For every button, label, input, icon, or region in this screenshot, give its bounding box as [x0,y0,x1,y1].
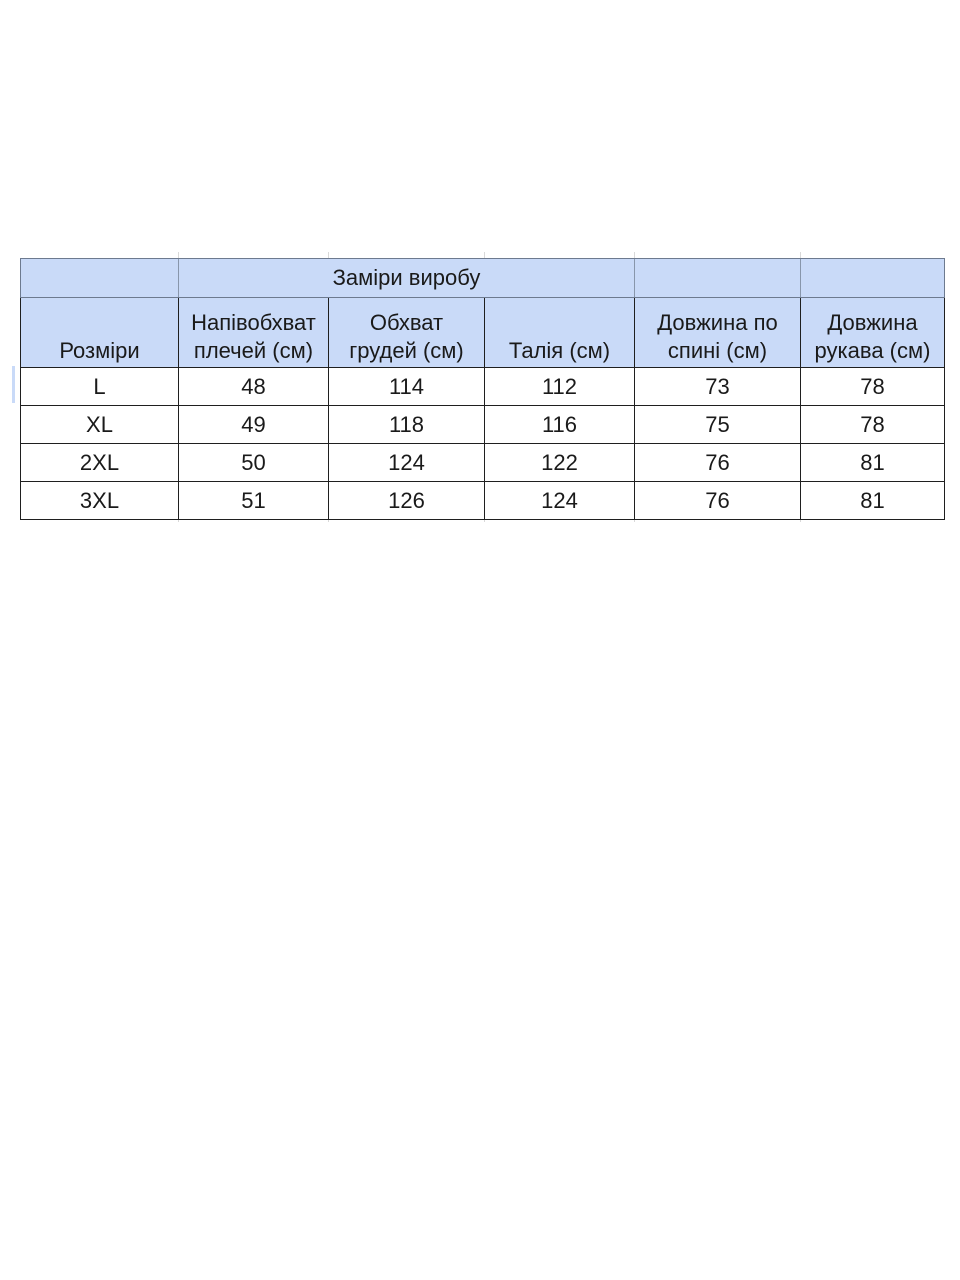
header-line: спині (см) [667,338,768,363]
header-line: рукава (см) [814,338,931,363]
size-chart [20,258,944,520]
selected-row-marker [12,366,15,403]
table-row [21,482,945,520]
table-cell: 112 [485,368,635,406]
table-cell: 76 [635,444,801,482]
table-cell: 81 [801,482,945,520]
column-header-chest [329,298,485,368]
size-cell: 3XL [21,482,179,520]
table-cell: 51 [179,482,329,520]
table-cell: 48 [179,368,329,406]
size-table [20,258,945,520]
header-line: грудей (см) [349,338,464,363]
table-cell: 124 [485,482,635,520]
header-line: Довжина по [657,310,778,335]
column-header-sleeve-length [801,298,945,368]
table-cell: 116 [485,406,635,444]
header-line: плечей (см) [193,338,314,363]
table-cell: 50 [179,444,329,482]
header-cell-empty [635,259,801,298]
table-cell: 49 [179,406,329,444]
header-line: Талія (см) [508,338,611,363]
table-cell: 118 [329,406,485,444]
group-header-cell: Заміри виробу [179,259,635,298]
header-line: Напівобхват [191,310,316,335]
size-cell: 2XL [21,444,179,482]
column-header-back-length [635,298,801,368]
header-cell-empty [801,259,945,298]
size-cell: L [21,368,179,406]
column-header-half-shoulders [179,298,329,368]
table-row [21,406,945,444]
header-line: Розміри [59,338,140,363]
table-row [21,444,945,482]
table-cell: 75 [635,406,801,444]
column-header-waist [485,298,635,368]
group-header-row [21,259,945,298]
table-cell: 124 [329,444,485,482]
table-cell: 78 [801,406,945,444]
column-header-row [21,298,945,368]
size-cell: XL [21,406,179,444]
header-line: Обхват [369,310,444,335]
header-cell-empty [21,259,179,298]
table-cell: 126 [329,482,485,520]
table-cell: 114 [329,368,485,406]
header-line: Довжина [827,310,918,335]
table-cell: 122 [485,444,635,482]
column-header-sizes [21,298,179,368]
table-cell: 76 [635,482,801,520]
table-cell: 73 [635,368,801,406]
table-row [21,368,945,406]
table-cell: 78 [801,368,945,406]
table-cell: 81 [801,444,945,482]
